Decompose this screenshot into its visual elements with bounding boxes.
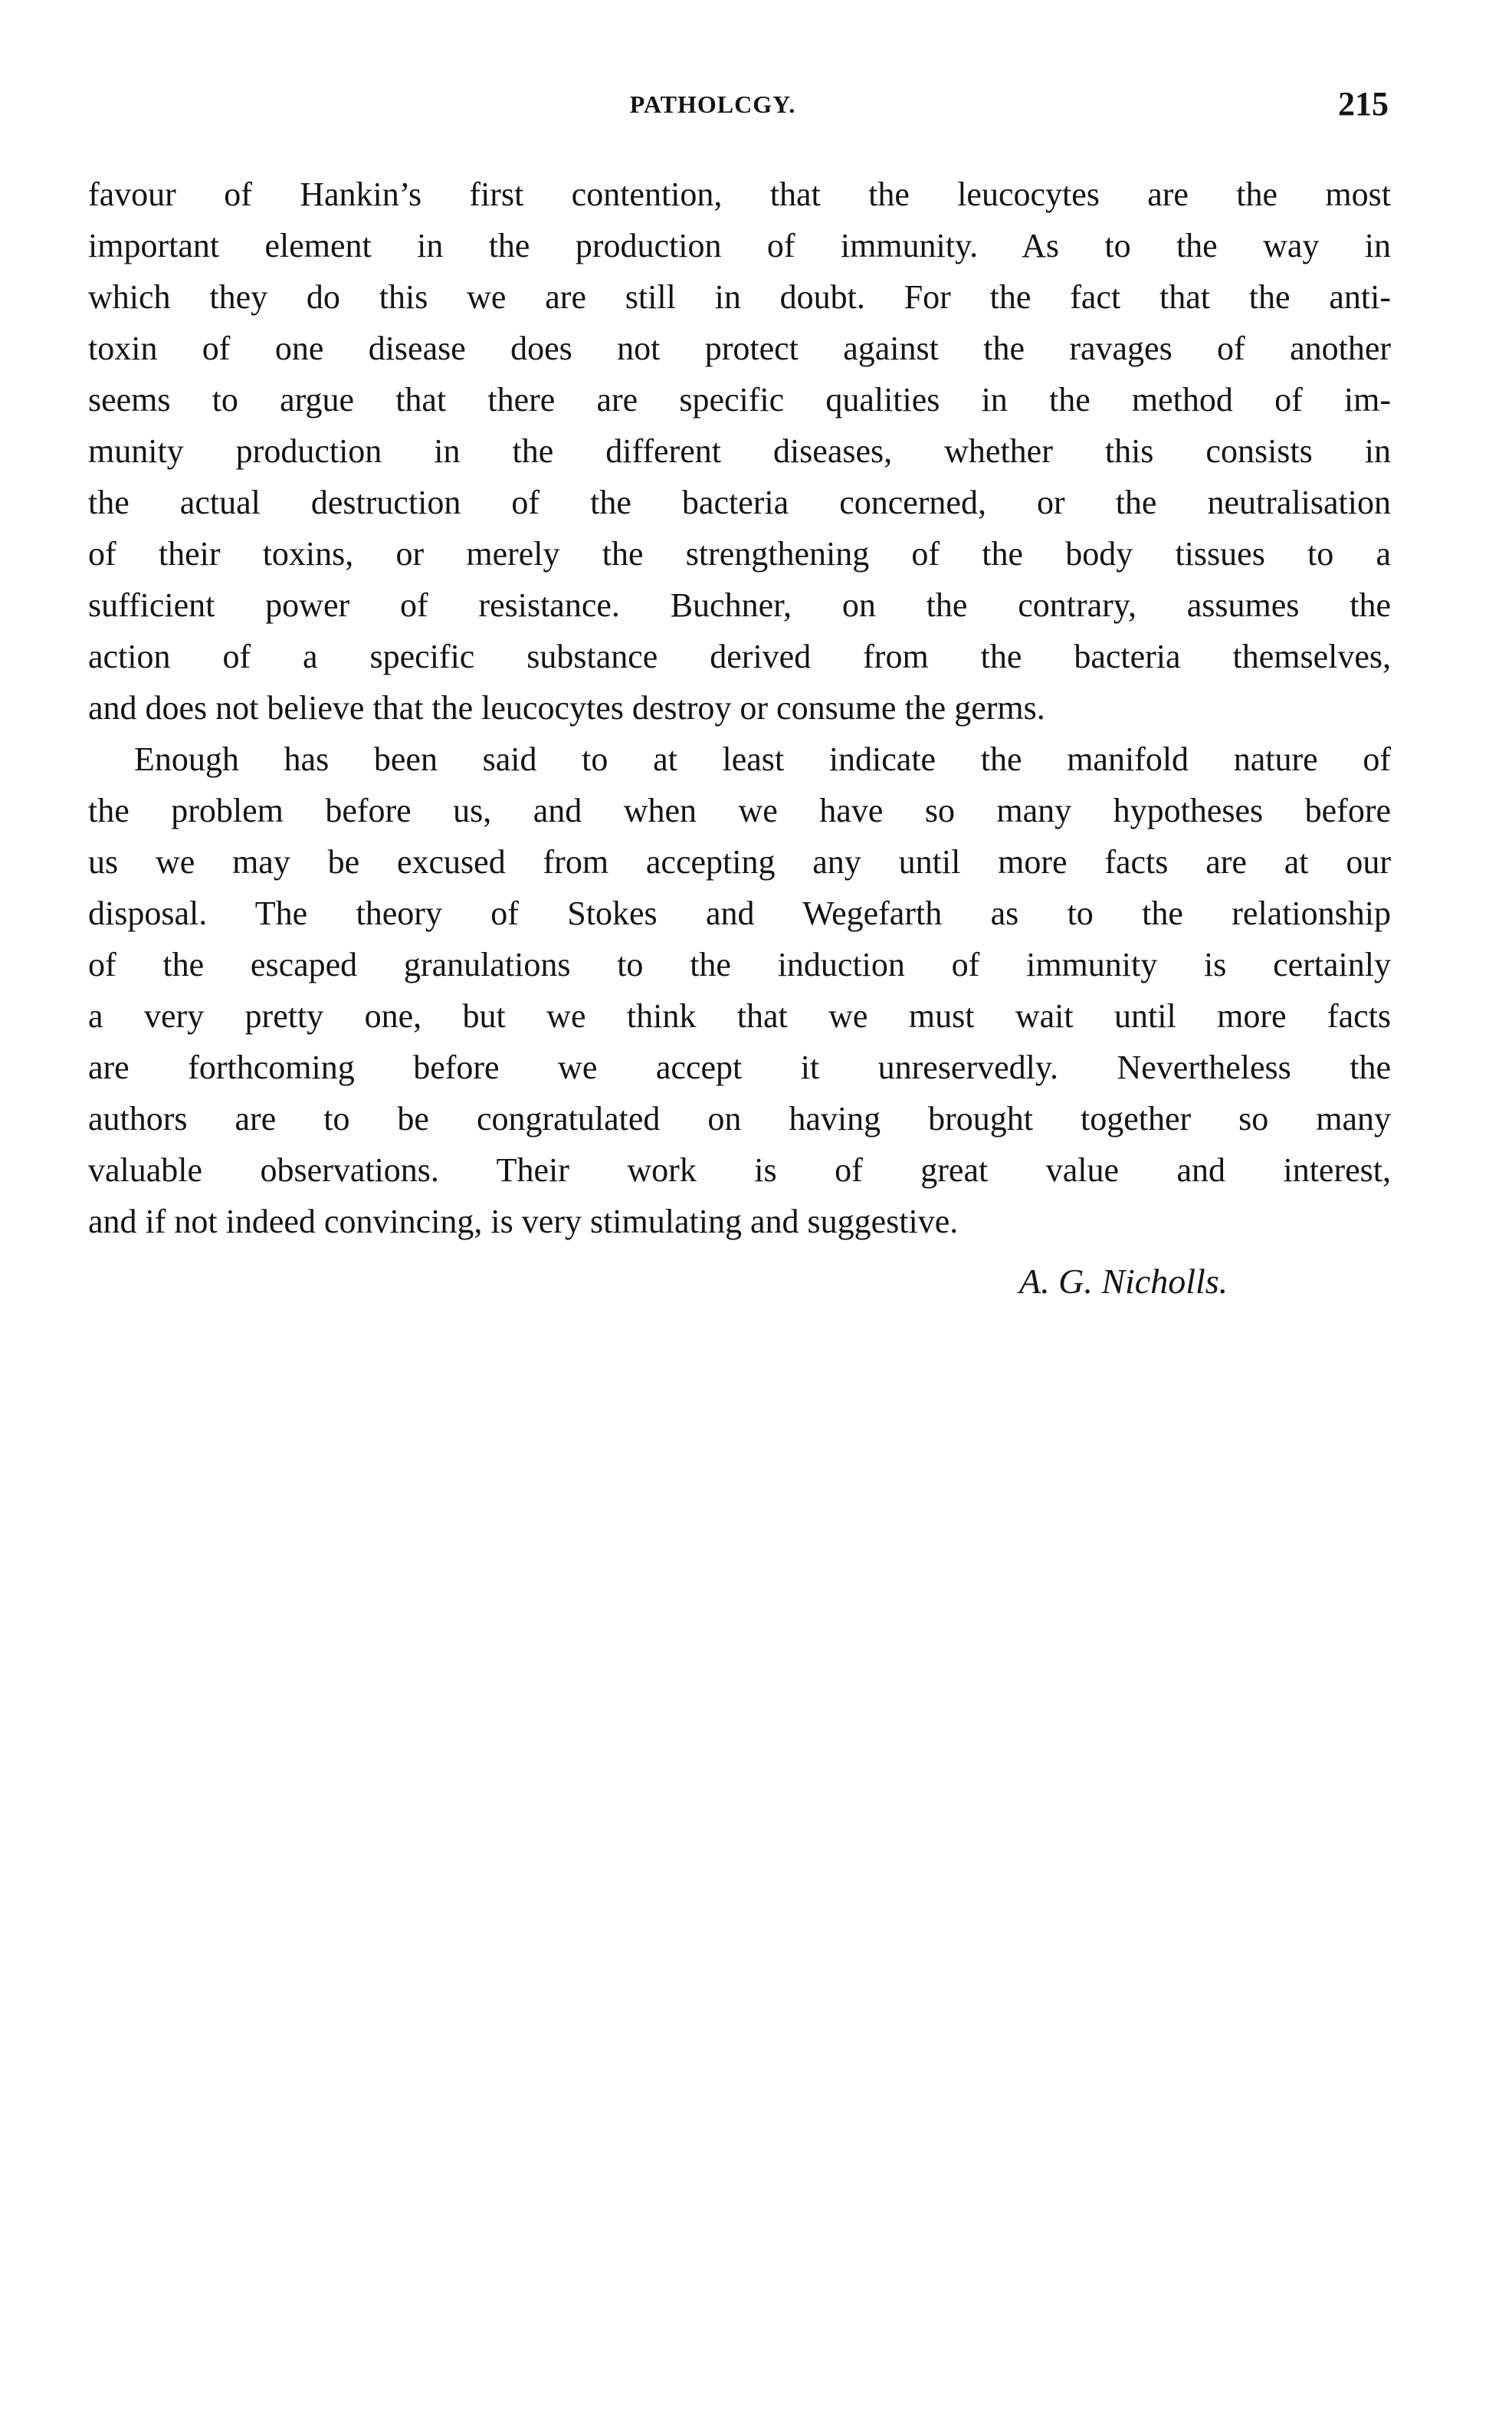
text-line: us we may be excused from accepting any until more facts are at our [88, 843, 1391, 881]
text-line: authors are to be congratulated on having brought together so many [88, 1100, 1391, 1138]
page-number: 215 [1338, 85, 1389, 123]
running-title: PATHOLCGY. [629, 90, 796, 118]
text-line: sufficient power of resistance. Buchner, on the contrary, assumes the [88, 586, 1391, 624]
text-line: important element in the production of immunity. As to the way in [88, 227, 1391, 264]
text-line: disposal. The theory of Stokes and Wegefarth as to the relationship [88, 895, 1391, 932]
text-line: which they do this we are still in doubt. For the fact that the anti- [88, 278, 1391, 316]
text-line: action of a specific substance derived from the bacteria themselves, [88, 638, 1391, 675]
author-signature: A. G. Nicholls. [1019, 1262, 1228, 1301]
text-line: toxin of one disease does not protect against the ravages of another [88, 330, 1391, 367]
text-line: of their toxins, or merely the strengthening of the body tissues to a [88, 535, 1391, 573]
text-line: favour of Hankin’s first contention, that the leucocytes are the most [88, 176, 1391, 213]
text-line: and does not believe that the leucocytes destroy or consume the germs. [88, 689, 1045, 727]
text-line: of the escaped granulations to the induction of immunity is certainly [88, 946, 1391, 983]
text-line: Enough has been said to at least indicate the manifold nature of [134, 740, 1391, 778]
body-text [88, 169, 1391, 1247]
text-line: are forthcoming before we accept it unreservedly. Nevertheless the [88, 1049, 1391, 1086]
text-line: and if not indeed convincing, is very stimulating and suggestive. [88, 1203, 959, 1240]
text-line: the problem before us, and when we have so many hypotheses before [88, 792, 1391, 829]
text-line: a very pretty one, but we think that we must wait until more facts [88, 997, 1391, 1035]
text-line: seems to argue that there are specific qualities in the method of im- [88, 381, 1391, 419]
text-line: the actual destruction of the bacteria concerned, or the neutralisation [88, 484, 1391, 521]
text-line: valuable observations. Their work is of great value and interest, [88, 1151, 1391, 1189]
text-line: munity production in the different diseases, whether this consists in [88, 432, 1391, 470]
